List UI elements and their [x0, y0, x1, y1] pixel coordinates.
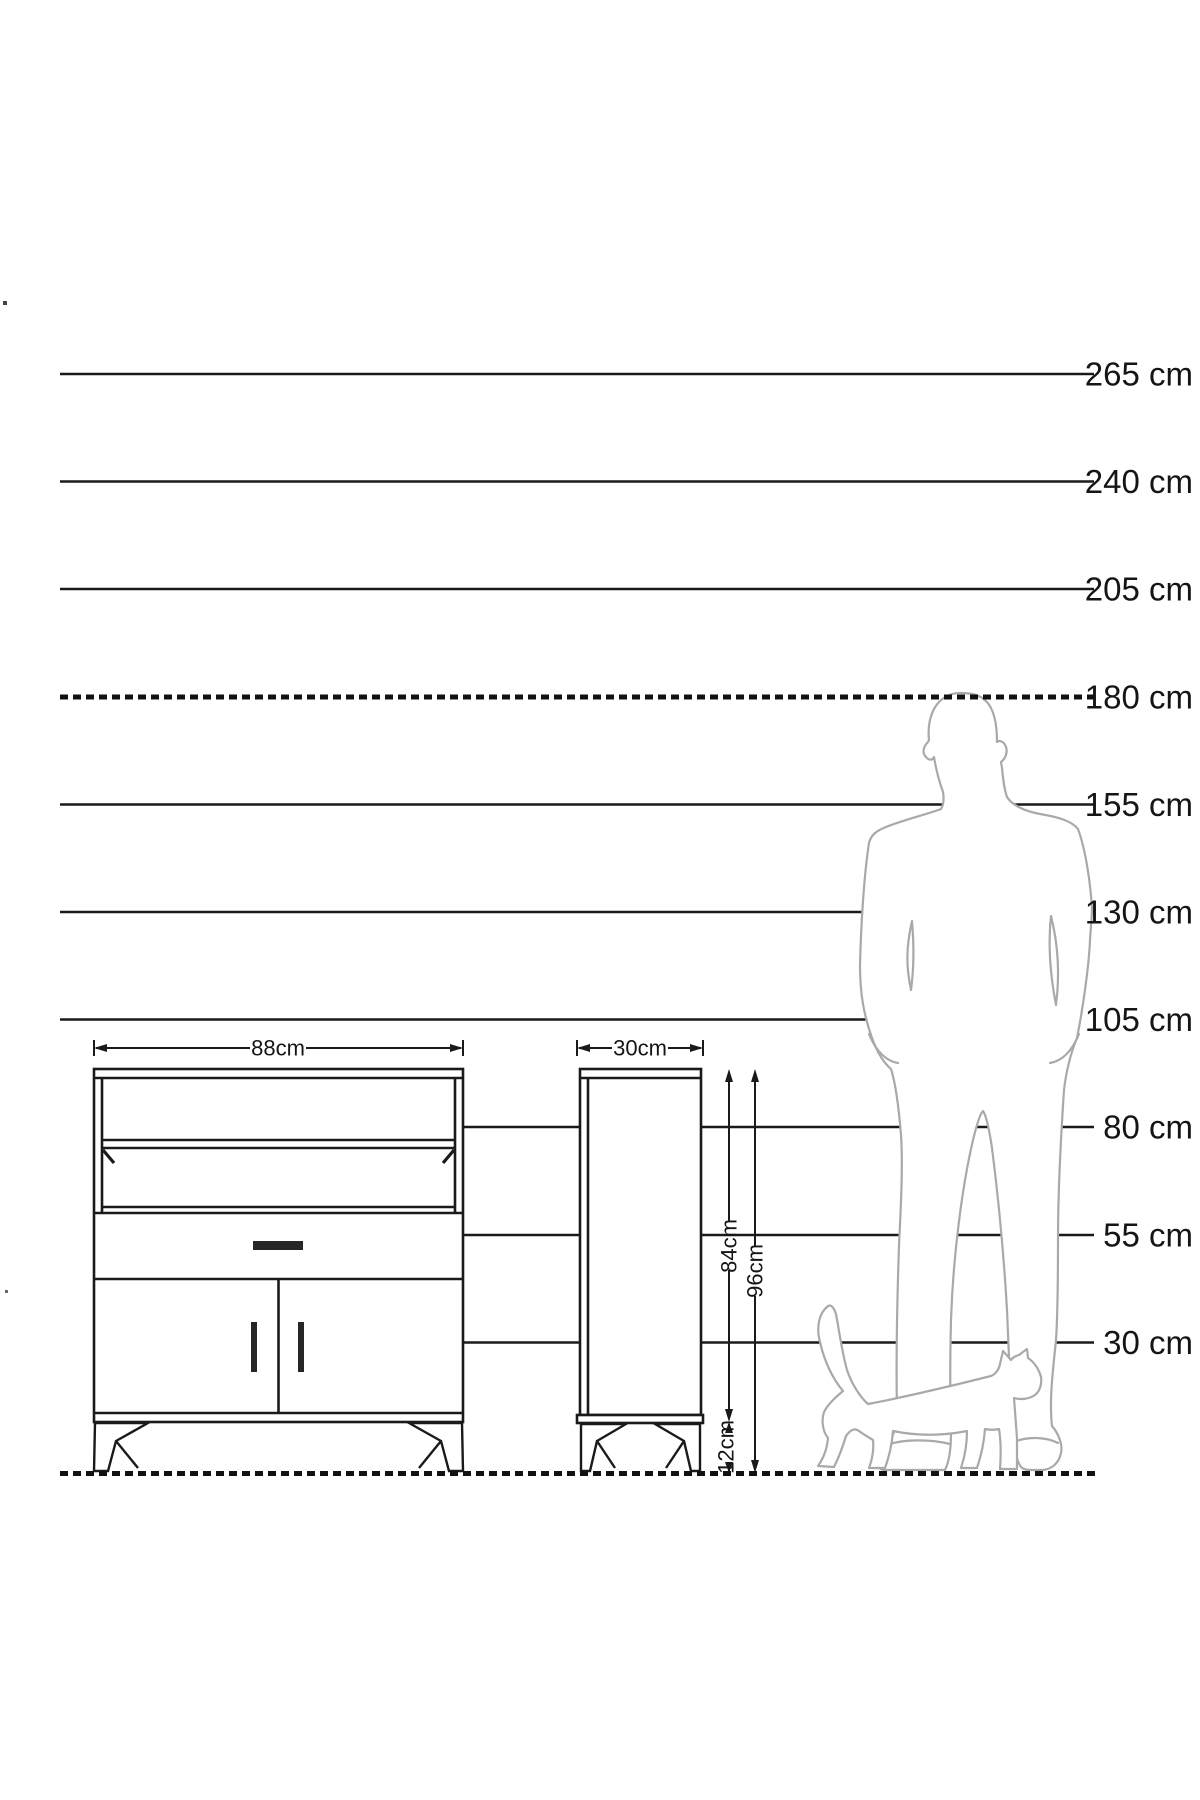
ruler-label-205: 205 cm: [1084, 570, 1193, 608]
dimension-total-height: [743, 1069, 768, 1473]
door-handle-right: [298, 1322, 304, 1372]
dimension-front-width: [94, 1036, 463, 1061]
man-outline: [860, 693, 1092, 1470]
side-depth-label: 30cm: [613, 1035, 667, 1061]
arrowhead-up-icon: [751, 1069, 759, 1082]
cabinet-side-plinth: [577, 1415, 703, 1423]
ruler-label-55: 55 cm: [1103, 1216, 1193, 1254]
cabinet-front-legs: [94, 1423, 463, 1471]
speck-mid-left: [5, 1290, 8, 1293]
cabinet-side-body: [580, 1069, 701, 1415]
cabinet-side-view: [577, 1069, 703, 1471]
ruler-label-265: 265 cm: [1084, 355, 1193, 393]
ruler-label-30: 30 cm: [1103, 1324, 1193, 1361]
door-handle-left: [251, 1322, 257, 1372]
dimension-side-depth: [577, 1036, 703, 1061]
cabinet-front-view: [94, 1069, 463, 1471]
speck-top-left: [3, 301, 7, 305]
ruler-label-180: 180 cm: [1084, 678, 1193, 716]
man-silhouette: [860, 693, 1092, 1470]
arrowhead-left-icon: [577, 1044, 590, 1052]
arrowhead-up-icon: [725, 1069, 733, 1082]
leg-height-label: 12cm: [713, 1420, 739, 1474]
front-width-label: 88cm: [251, 1035, 305, 1061]
ruler-label-155: 155 cm: [1084, 786, 1193, 823]
side-leg-right-brace: [666, 1441, 684, 1468]
dimension-leg-height: [714, 1420, 739, 1474]
front-leg-right-brace: [419, 1441, 441, 1468]
body-height-label: 84cm: [716, 1219, 742, 1273]
side-leg-left: [581, 1424, 626, 1471]
ruler-label-80: 80 cm: [1103, 1108, 1193, 1146]
ruler-label-240: 240 cm: [1084, 463, 1193, 500]
ruler-label-105: 105 cm: [1084, 1001, 1193, 1038]
arrowhead-right-icon: [450, 1044, 463, 1052]
side-leg-left-brace: [597, 1441, 615, 1468]
ruler-label-130: 130 cm: [1084, 893, 1193, 931]
front-leg-left-brace: [116, 1441, 138, 1468]
ruler-labels: [1085, 356, 1193, 1362]
side-leg-right: [655, 1424, 700, 1471]
dimension-body-height: [717, 1069, 742, 1422]
arrowhead-down-icon: [725, 1409, 733, 1422]
arrowhead-right-icon: [690, 1044, 703, 1052]
cabinet-side-legs: [581, 1424, 700, 1471]
arrowhead-left-icon: [94, 1044, 107, 1052]
total-height-label: 96cm: [742, 1244, 768, 1298]
drawer-handle: [253, 1241, 303, 1250]
